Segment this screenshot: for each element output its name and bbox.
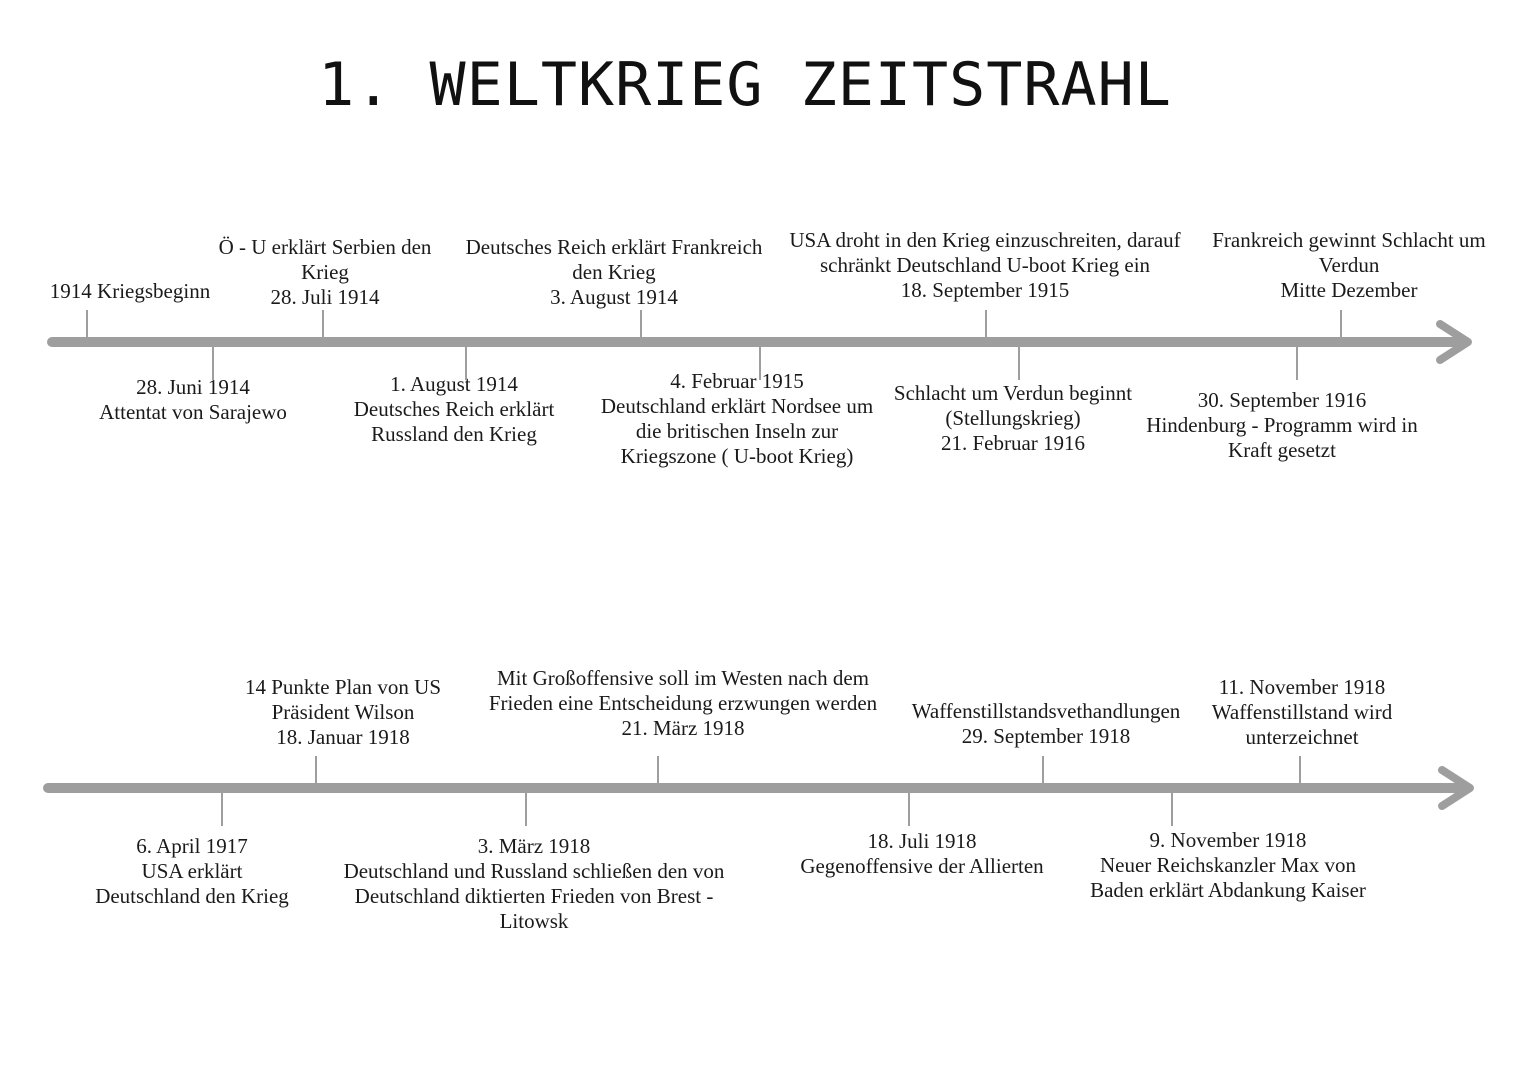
event-text: Kraft gesetzt — [1228, 438, 1336, 462]
event-text: Ö - U erklärt Serbien den — [218, 235, 432, 259]
event-text: Frankreich gewinnt Schlacht um — [1212, 228, 1486, 252]
event-text: den Krieg — [572, 260, 656, 284]
timeline-event — [344, 834, 725, 934]
event-text: 28. Juli 1914 — [270, 285, 380, 309]
event-text: USA erklärt — [141, 859, 243, 883]
timeline-event — [354, 372, 555, 447]
event-date: 9. November 1918 — [1149, 828, 1307, 852]
event-text: USA droht in den Krieg einzuschreiten, darauf — [789, 228, 1181, 252]
timeline-event — [800, 829, 1043, 879]
event-text: unterzeichnet — [1245, 725, 1359, 749]
event-text: Baden erklärt Abdankung Kaiser — [1090, 878, 1366, 902]
timeline-event — [95, 834, 289, 909]
event-text: 18. Januar 1918 — [276, 725, 410, 749]
event-text: Deutschland den Krieg — [95, 884, 289, 908]
event-text: Waffenstillstand wird — [1211, 700, 1393, 724]
event-text: Gegenoffensive der Allierten — [800, 854, 1044, 878]
event-text: Deutschland erklärt Nordsee um — [600, 394, 874, 418]
event-text: 29. September 1918 — [961, 724, 1131, 748]
event-text: Schlacht um Verdun beginnt — [893, 381, 1133, 405]
timeline-event — [1146, 388, 1417, 463]
event-date: 18. Juli 1918 — [867, 829, 977, 853]
event-text: Deutsches Reich erklärt — [353, 397, 555, 421]
timeline-event — [601, 369, 873, 469]
event-text: Attentat von Sarajewo — [99, 400, 287, 424]
event-text: Hindenburg - Programm wird in — [1146, 413, 1418, 437]
event-text: Verdun — [1318, 253, 1380, 277]
event-date: 3. März 1918 — [477, 834, 591, 858]
event-text: Frieden eine Entscheidung erzwungen werden — [488, 691, 878, 715]
event-text: die britischen Inseln zur — [635, 419, 839, 443]
event-text: (Stellungskrieg) — [945, 406, 1081, 430]
event-text: Waffenstillstandsvethandlungen — [911, 699, 1181, 723]
event-text: schränkt Deutschland U-boot Krieg ein — [819, 253, 1151, 277]
timeline-event — [99, 375, 287, 425]
timeline-event — [912, 699, 1181, 749]
event-date: 6. April 1917 — [136, 834, 248, 858]
timeline-event — [466, 235, 763, 310]
event-text: 21. März 1918 — [621, 716, 745, 740]
timeline-event — [1090, 828, 1366, 903]
event-text: 3. August 1914 — [550, 285, 678, 309]
page-title: 1. WELTKRIEG ZEITSTRAHL — [318, 50, 1172, 120]
event-date: 1. August 1914 — [390, 372, 518, 396]
timeline-event — [894, 381, 1132, 456]
event-text: 14 Punkte Plan von US — [244, 675, 442, 699]
timeline-event — [219, 235, 432, 310]
timeline-event — [1212, 228, 1486, 303]
event-text: Deutsches Reich erklärt Frankreich — [465, 235, 763, 259]
timeline-event — [489, 666, 877, 741]
timeline-event — [789, 228, 1180, 303]
event-text: Litowsk — [499, 909, 569, 933]
event-text: Mitte Dezember — [1280, 278, 1418, 302]
timeline-event — [50, 279, 210, 304]
timeline-event — [245, 675, 441, 750]
event-text: Präsident Wilson — [271, 700, 415, 724]
event-date: 4. Februar 1915 — [670, 369, 804, 393]
event-text: 21. Februar 1916 — [940, 431, 1086, 455]
event-text: 18. September 1915 — [900, 278, 1070, 302]
event-date: 30. September 1916 — [1197, 388, 1367, 412]
event-date: 28. Juni 1914 — [136, 375, 250, 399]
event-text: Mit Großoffensive soll im Westen nach dem — [497, 666, 869, 690]
event-text: Krieg — [301, 260, 349, 284]
event-date: 11. November 1918 — [1218, 675, 1386, 699]
timeline-event — [1212, 675, 1392, 750]
event-text: Russland den Krieg — [371, 422, 537, 446]
event-text: Deutschland diktierten Frieden von Brest - — [354, 884, 714, 908]
event-text: Kriegszone ( U-boot Krieg) — [620, 444, 854, 468]
event-text: Deutschland und Russland schließen den von — [343, 859, 725, 883]
event-date: 1914 Kriegsbeginn — [49, 279, 211, 303]
event-text: Neuer Reichskanzler Max von — [1100, 853, 1356, 877]
